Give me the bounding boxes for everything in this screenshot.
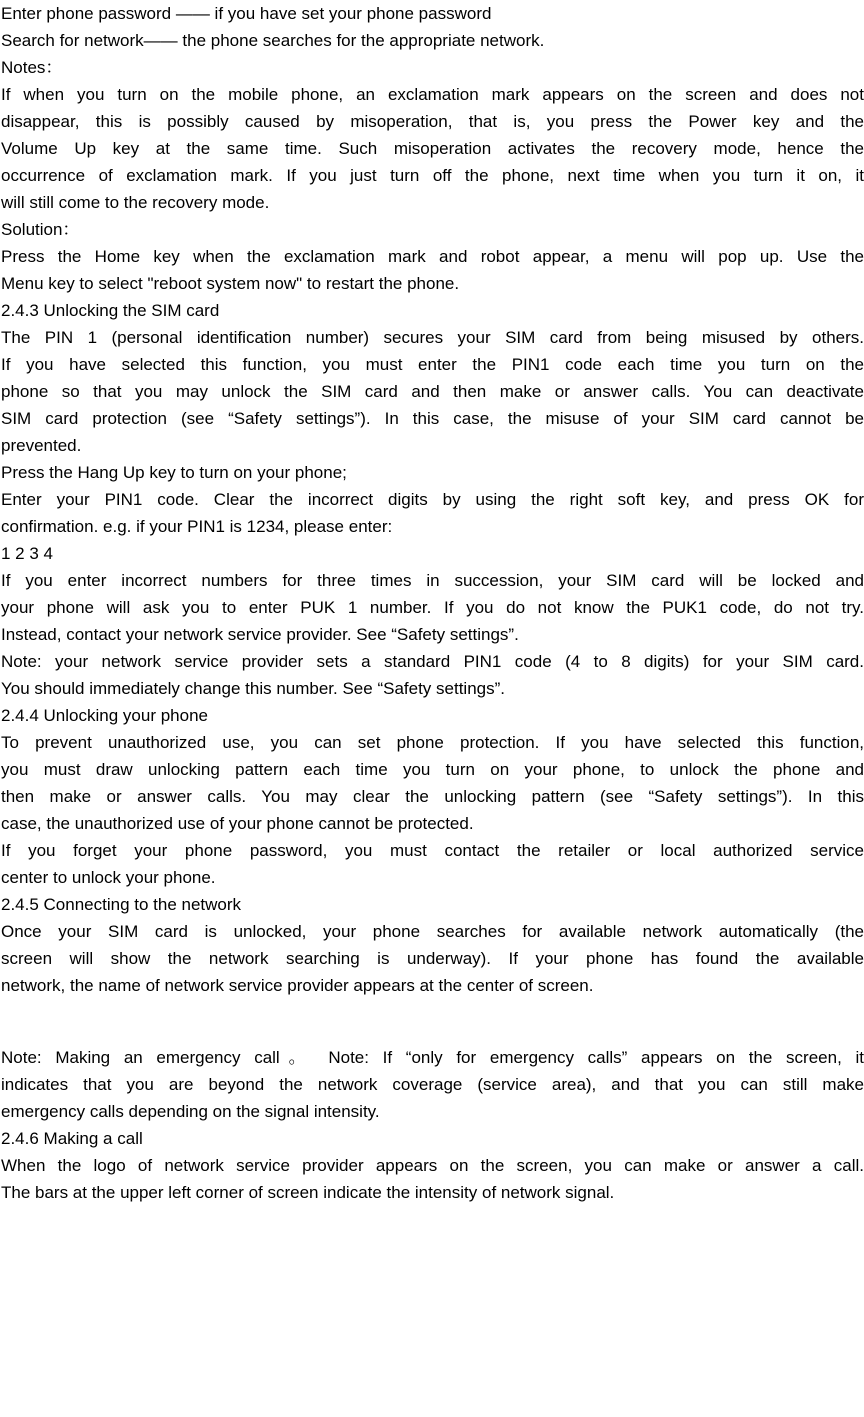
text-line: If when you turn on the mobile phone, an exclamation mark appears on the screen and does not — [1, 85, 864, 104]
text-line: When the logo of network service provider appears on the screen, you can make or answer a call. — [1, 1156, 864, 1175]
section-heading-2-4-3: 2.4.3 Unlocking the SIM card — [1, 301, 220, 320]
text-line: Enter your PIN1 code. Clear the incorrect digits by using the right soft key, and press OK for — [1, 490, 864, 509]
text-line: screen will show the network searching is underway). If your phone has found the available — [1, 949, 864, 968]
text-line: Menu key to select "reboot system now" to restart the phone. — [1, 274, 460, 293]
text-line: prevented. — [1, 436, 82, 455]
text-line: indicates that you are beyond the network coverage (service area), and that you can still make — [1, 1075, 864, 1094]
text-line: center to unlock your phone. — [1, 868, 216, 887]
text-line: then make or answer calls. You may clear the unlocking pattern (see “Safety settings”). In this — [1, 787, 864, 806]
text-line: confirmation. e.g. if your PIN1 is 1234, please enter: — [1, 517, 393, 536]
notes-heading: Notes： — [1, 58, 63, 77]
text-line: The PIN 1 (personal identification number) secures your SIM card from being misused by others. — [1, 328, 864, 347]
text-line: you must draw unlocking pattern each time you turn on your phone, to unlock the phone and — [1, 760, 864, 779]
text-line: To prevent unauthorized use, you can set phone protection. If you have selected this function, — [1, 733, 864, 752]
text-line: Press the Home key when the exclamation mark and robot appear, a menu will pop up. Use the — [1, 247, 864, 266]
text-line: If you enter incorrect numbers for three times in succession, your SIM card will be locked and — [1, 571, 864, 590]
section-heading-2-4-6: 2.4.6 Making a call — [1, 1129, 143, 1148]
solution-heading: Solution： — [1, 220, 80, 239]
text-line: The bars at the upper left corner of screen indicate the intensity of network signal. — [1, 1183, 615, 1202]
text-line: case, the unauthorized use of your phone cannot be protected. — [1, 814, 474, 833]
text-line: your phone will ask you to enter PUK 1 number. If you do not know the PUK1 code, do not try. — [1, 598, 864, 617]
text-line: will still come to the recovery mode. — [1, 193, 270, 212]
text-line: Instead, contact your network service provider. See “Safety settings”. — [1, 625, 519, 644]
text-line: phone so that you may unlock the SIM card and then make or answer calls. You can deactivate — [1, 382, 864, 401]
text-line: Note: your network service provider sets a standard PIN1 code (4 to 8 digits) for your SIM card. — [1, 652, 864, 671]
text-line: If you forget your phone password, you must contact the retailer or local authorized service — [1, 841, 864, 860]
paragraph-gap — [1, 999, 864, 1044]
text-line: Volume Up key at the same time. Such misoperation activates the recovery mode, hence the — [1, 139, 864, 158]
text-line: disappear, this is possibly caused by misoperation, that is, you press the Power key and the — [1, 112, 864, 131]
text-line: You should immediately change this number. See “Safety settings”. — [1, 679, 505, 698]
text-line: Enter phone password —— if you have set your phone password — [1, 4, 492, 23]
section-heading-2-4-4: 2.4.4 Unlocking your phone — [1, 706, 208, 725]
pin-example: 1 2 3 4 — [1, 544, 53, 563]
text-line: SIM card protection (see “Safety settings”). In this case, the misuse of your SIM card cannot be — [1, 409, 864, 428]
text-line: Once your SIM card is unlocked, your phone searches for available network automatically (the — [1, 922, 864, 941]
text-line: occurrence of exclamation mark. If you just turn off the phone, next time when you turn it on, it — [1, 166, 864, 185]
text-line: Press the Hang Up key to turn on your phone; — [1, 463, 347, 482]
text-line: emergency calls depending on the signal intensity. — [1, 1102, 380, 1121]
section-heading-2-4-5: 2.4.5 Connecting to the network — [1, 895, 242, 914]
text-line: Search for network—— the phone searches for the appropriate network. — [1, 31, 545, 50]
text-line: Note: Making an emergency call。 Note: If “only for emergency calls” appears on the screen, it — [1, 1048, 864, 1067]
text-line: If you have selected this function, you must enter the PIN1 code each time you turn on the — [1, 355, 864, 374]
text-line: network, the name of network service provider appears at the center of screen. — [1, 976, 594, 995]
